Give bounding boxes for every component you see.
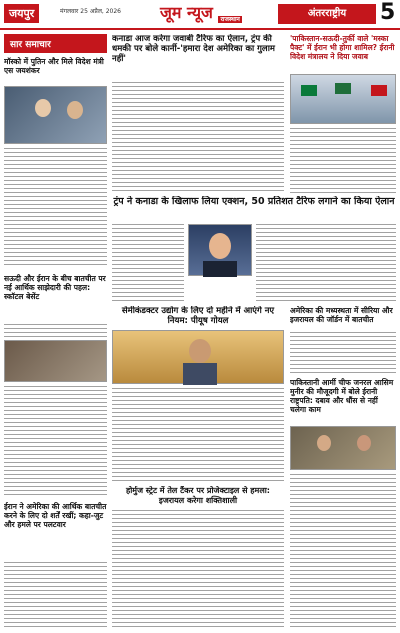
right-bottom-text — [290, 510, 396, 630]
right-top-story — [290, 34, 396, 194]
lead-headline: कनाडा आज करेगा जवाबी टैरिफ का ऐलान, ट्रंप की धमकी पर बोले कार्नी-'हमारा देश अमेरिका का गुलाम नहीं' — [112, 34, 275, 65]
sidebar-story1-text — [4, 148, 107, 266]
hormuz-text — [112, 510, 284, 630]
flags-photo — [290, 74, 396, 124]
hormuz-story — [112, 486, 284, 630]
trump-text-left — [112, 224, 184, 302]
sidebar-news — [4, 34, 107, 630]
newspaper-logo: जूम न्यूज राजस्थान — [160, 3, 240, 23]
sidebar-story3-headline: ईरान ने अमेरिका की आर्थिक बातचीत करने के लिए दो शर्तें रखीं; कहा-जुट और हमले पर पलटवार — [4, 502, 107, 529]
sidebar-story1-photo — [4, 86, 107, 144]
middle-east-text — [290, 332, 396, 376]
middle-east-headline: अमेरिका की मध्यस्थता में सीरिया और इजरायल की जॉर्डन में बातचीत — [290, 306, 393, 324]
trump-text-right — [256, 224, 396, 302]
semicon-story — [112, 306, 284, 484]
goyal-photo — [112, 330, 284, 384]
pak-photo — [290, 426, 396, 470]
issue-date: मंगलवार 25 अप्रैल, 2026 — [60, 8, 121, 15]
sidebar-story3-text — [4, 562, 107, 628]
hormuz-headline: होर्मुज स्ट्रेट में तेल टैंकर पर प्रोजेक्टाइल से हमला: इजरायल करेगा शक्तिशाली — [125, 486, 271, 505]
trump-story — [112, 196, 396, 304]
sidebar-story2-photo — [4, 340, 107, 382]
pak-text — [290, 474, 396, 508]
sidebar-title: सार समाचार — [4, 34, 107, 53]
right-top-headline: 'पाकिस्तान-सऊदी-तुर्की वाले 'मस्का पैक्ट' में ईरान भी होगा शामिल? ईरानी विदेश मंत्रालय ने दिया जवाब — [290, 34, 395, 61]
pak-story — [290, 378, 396, 508]
sidebar-story2-headline: सऊदी और ईरान के बीच बातचीत पर नई आर्थिक साझेदारी की पहल: स्कॉटल बेसेंट — [4, 274, 106, 301]
lead-text — [112, 82, 284, 194]
sidebar-story1-headline: मॉस्को में पुतिन और मिले विदेश मंत्री एस जयशंकर — [4, 57, 104, 75]
semicon-text — [112, 388, 284, 484]
city-label: जयपुर — [4, 4, 39, 23]
sidebar-story2-text2 — [4, 386, 107, 496]
pak-headline: पाकिस्तानी आर्मी चीफ जनरल आसिम मुनीर की मौजूदगी में बोले ईरानी राष्ट्रपति: दबाव और धौंस से नहीं चलेगा काम — [290, 378, 394, 414]
masthead — [0, 0, 400, 28]
trump-headline: ट्रंप ने कनाडा के खिलाफ लिया एक्शन, 50 प्रतिशत टैरिफ लगाने का किया ऐलान — [113, 196, 395, 207]
trump-photo — [188, 224, 252, 276]
semicon-headline: सेमीकंडक्टर उद्योग के लिए दो महीने में आएंगे नए नियम: पीयूष गोयल — [121, 306, 275, 327]
lead-story — [112, 34, 284, 194]
middle-east-story — [290, 306, 396, 376]
right-top-text — [290, 128, 396, 194]
page-number: 5 — [380, 0, 396, 25]
section-label: अंतरराष्ट्रीय — [278, 4, 376, 24]
masthead-rule — [0, 28, 400, 30]
